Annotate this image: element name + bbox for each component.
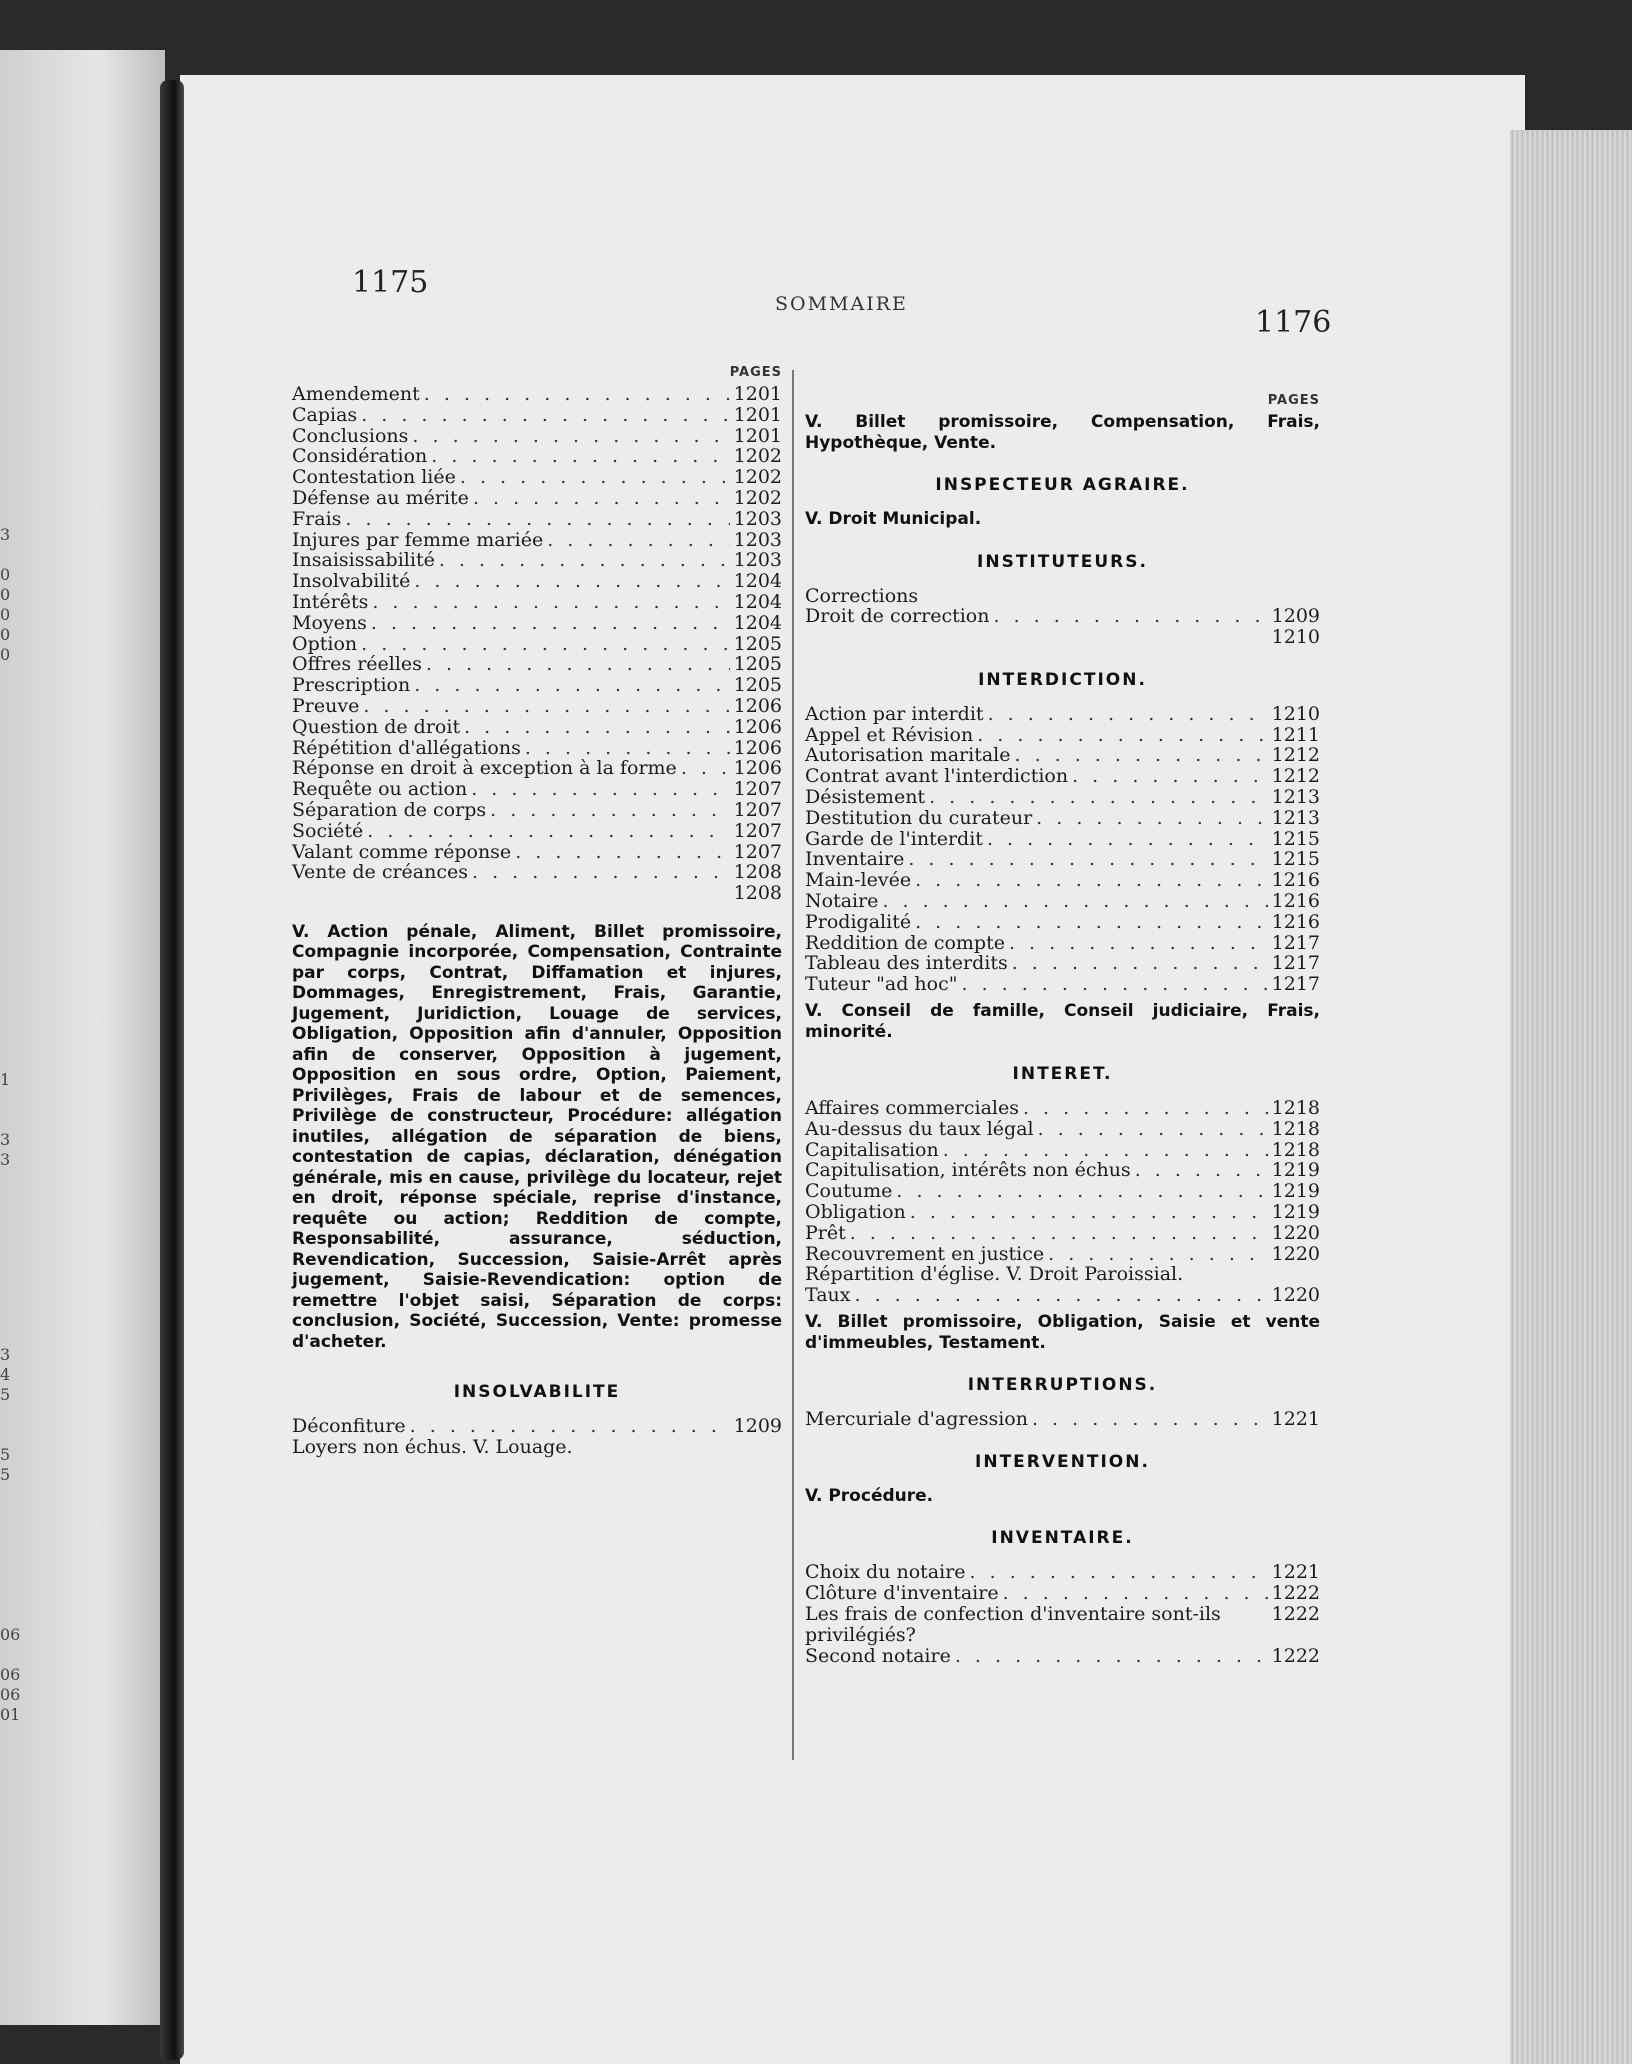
leader-dots <box>955 1646 1268 1667</box>
insolvabilite-entry-list <box>292 1416 782 1458</box>
index-entry <box>292 696 782 717</box>
entry-page-number: 1204 <box>733 611 782 634</box>
index-entry <box>292 717 782 738</box>
index-entry <box>292 509 782 530</box>
leader-dots <box>412 426 729 447</box>
margin-number: 5 <box>0 1385 11 1404</box>
entry-label: Preuve <box>292 694 360 717</box>
entry-page-number: 1205 <box>733 653 782 676</box>
leader-dots <box>1032 1409 1268 1430</box>
entry-page-number: 1210 <box>1271 626 1320 649</box>
see-also: V. Droit Municipal. <box>805 509 982 529</box>
entry-label: Droit de correction <box>805 605 990 628</box>
entry-page-number: 1212 <box>1271 765 1320 788</box>
leader-dots <box>372 592 729 613</box>
entry-page-number: 1216 <box>1271 869 1320 892</box>
entry-page-number: 1206 <box>733 715 782 738</box>
entry-page-number: 1221 <box>1271 1408 1320 1431</box>
leader-dots <box>464 717 730 738</box>
folio-left: 1175 <box>352 265 429 300</box>
leader-dots <box>910 1202 1268 1223</box>
margin-number: 0 <box>0 565 11 584</box>
leader-dots <box>1009 933 1268 954</box>
index-entry <box>805 1583 1320 1604</box>
index-entry <box>805 1285 1320 1306</box>
index-entry <box>805 745 1320 766</box>
entry-label: Insaisissabilité <box>292 549 435 572</box>
entry-page-number: 1216 <box>1271 890 1320 913</box>
margin-number: 5 <box>0 1445 11 1464</box>
margin-number: 01 <box>0 1705 21 1724</box>
entry-label: Moyens <box>292 611 367 634</box>
entry-label: Garde de l'interdit <box>805 827 983 850</box>
entry-label: Au-dessus du taux légal <box>805 1117 1034 1140</box>
index-entry <box>805 766 1320 787</box>
entry-label: Recouvrement en justice <box>805 1242 1045 1265</box>
entry-page-number: 1215 <box>1271 848 1320 871</box>
index-entry <box>292 862 782 883</box>
index-entry <box>805 725 1320 746</box>
see-also: V. Billet promissoire, Obligation, Saisie et vente d'immeubles, Testament. <box>805 1312 1320 1353</box>
leader-dots <box>943 1140 1268 1161</box>
entry-page-number: 1203 <box>733 507 782 530</box>
leader-dots <box>1048 1244 1268 1265</box>
entry-page-number: 1222 <box>1271 1602 1320 1625</box>
entry-label: Prescription <box>292 674 411 697</box>
margin-number: 06 <box>0 1685 21 1704</box>
entry-label: Intérêts <box>292 590 369 613</box>
entry-page-number: 1222 <box>1271 1644 1320 1667</box>
entry-page-number: 1204 <box>733 570 782 593</box>
index-entry <box>805 1160 1320 1181</box>
index-entry <box>805 1181 1320 1202</box>
index-entry <box>292 488 782 509</box>
leader-dots <box>908 849 1267 870</box>
entry-page-number: 1213 <box>1271 786 1320 809</box>
margin-number: 3 <box>0 1345 11 1364</box>
entry-page-number: 1205 <box>733 632 782 655</box>
leader-dots <box>414 571 729 592</box>
entry-page-number: 1208 <box>733 861 782 884</box>
index-entry <box>805 1604 1320 1646</box>
index-entry <box>805 1409 1320 1430</box>
entry-page-number: 1203 <box>733 528 782 551</box>
leader-dots <box>431 446 729 467</box>
index-entry <box>805 1223 1320 1244</box>
index-entry <box>805 933 1320 954</box>
entry-page-number: 1219 <box>1271 1201 1320 1224</box>
entry-label: Inventaire <box>805 848 905 871</box>
entry-label: Séparation de corps <box>292 798 487 821</box>
left-see-also: V. Action pénale, Aliment, Billet promissoire, Compagnie incorporée, Compensation, Contrainte par corps, Contrat, Diffamation et injures, Dommages, Enregistrement, Frais, Garantie, Jugement, Juridiction, Louage de services, Obligation, Opposition afin d'annuler, Opposition afin de conserver, Opposition à jugement, Opposition en sous ordre, Option, Paiement, Privilèges, Frais de labour et de semences, Privilège de constructeur, Procédure: allégation inutiles, allégation de séparation de biens, contestation de capias, déclaration, dénégation générale, mis en cause, privilège du locateur, rejet en droit, réponse spéciale, reprise d'instance, requête ou action; Reddition de compte, Responsabilité, assurance, séduction, Revendication, Succession, Saisie-Arrêt après jugement, Saisie-Revendication: option de remettre l'objet saisi, Séparation de corps: conclusion, Société, Succession, Vente: promesse d'acheter. <box>292 921 782 1352</box>
leader-dots <box>439 550 730 571</box>
leader-dots <box>460 467 730 488</box>
index-entry <box>292 1437 782 1458</box>
facing-page-strip <box>0 50 165 2025</box>
leader-dots <box>993 606 1267 627</box>
margin-number: 5 <box>0 1465 11 1484</box>
index-entry <box>805 1646 1320 1667</box>
index-entry <box>292 800 782 821</box>
leader-dots <box>854 1285 1267 1306</box>
index-entry <box>805 1140 1320 1161</box>
entry-page-number: 1212 <box>1271 744 1320 767</box>
leader-dots <box>1003 1583 1268 1604</box>
trailing-page <box>805 627 1320 648</box>
leader-dots <box>361 405 729 426</box>
entry-label: Les frais de confection d'inventaire sont-ils privilégiés? <box>805 1602 1221 1646</box>
entry-page-number: 1202 <box>733 466 782 489</box>
entry-label: Répartition d'église. V. Droit Paroissial. <box>805 1263 1184 1286</box>
index-entry <box>292 634 782 655</box>
leader-dots <box>363 696 729 717</box>
index-entry <box>805 1244 1320 1265</box>
entry-label: Main-levée <box>805 869 912 892</box>
margin-number: 0 <box>0 625 11 644</box>
entry-page-number: 1207 <box>733 778 782 801</box>
leader-dots <box>1072 766 1268 787</box>
entry-page-number: 1202 <box>733 486 782 509</box>
entry-page-number: 1201 <box>733 383 782 405</box>
index-entry <box>805 1562 1320 1583</box>
entry-page-number: 1207 <box>733 798 782 821</box>
margin-number: 4 <box>0 1365 11 1384</box>
entry-page-number: 1204 <box>733 590 782 613</box>
entry-label: Prêt <box>805 1221 846 1244</box>
see-also: V. Conseil de famille, Conseil judiciaire, Frais, minorité. <box>805 1001 1320 1042</box>
pages-header-right: PAGES <box>1267 393 1320 408</box>
section-title: INTERVENTION. <box>975 1451 1150 1472</box>
entry-page-number: 1206 <box>733 694 782 717</box>
entry-page-number: 1220 <box>1271 1284 1320 1307</box>
index-entry <box>292 821 782 842</box>
entry-label: Coutume <box>805 1180 893 1203</box>
leader-dots <box>515 842 729 863</box>
entry-label: Défense au mérite <box>292 486 469 509</box>
entry-label: Autorisation maritale <box>805 744 1011 767</box>
left-trailing-page: 1208 <box>733 882 782 905</box>
entry-label: Société <box>292 819 364 842</box>
leader-dots <box>1036 808 1267 829</box>
leader-dots <box>988 704 1268 725</box>
index-entry <box>805 953 1320 974</box>
leader-dots <box>896 1181 1267 1202</box>
index-entry <box>805 870 1320 891</box>
index-entry <box>805 586 1320 607</box>
entry-page-number: 1218 <box>1271 1097 1320 1120</box>
entry-page-number: 1210 <box>1271 702 1320 725</box>
index-entry <box>292 530 782 551</box>
index-entry <box>292 842 782 863</box>
entry-label: Capitulisation, intérêts non échus <box>805 1159 1131 1182</box>
entry-page-number: 1221 <box>1271 1561 1320 1584</box>
index-entry <box>805 974 1320 995</box>
entry-page-number: 1217 <box>1271 973 1320 996</box>
entry-label: Contrat avant l'interdiction <box>805 765 1069 788</box>
leader-dots <box>490 800 730 821</box>
book-binding <box>160 80 184 2060</box>
margin-number: 0 <box>0 585 11 604</box>
entry-page-number: 1209 <box>1271 605 1320 628</box>
entry-label: Clôture d'inventaire <box>805 1582 999 1605</box>
leader-dots <box>977 725 1267 746</box>
entry-page-number: 1203 <box>733 549 782 572</box>
entry-page-number: 1213 <box>1271 806 1320 829</box>
entry-label: Second notaire <box>805 1644 951 1667</box>
entry-label: Frais <box>292 507 342 530</box>
entry-label: Loyers non échus. V. Louage. <box>292 1436 573 1459</box>
entry-label: Contestation liée <box>292 466 456 489</box>
leader-dots <box>987 829 1268 850</box>
running-head: SOMMAIRE <box>775 293 908 315</box>
page-edges <box>1510 130 1632 2064</box>
index-entry <box>292 405 782 426</box>
margin-number: 3 <box>0 1150 11 1169</box>
leader-dots <box>961 974 1267 995</box>
index-entry <box>805 787 1320 808</box>
leader-dots <box>424 384 730 405</box>
entry-page-number: 1218 <box>1271 1138 1320 1161</box>
entry-label: Répétition d'allégations <box>292 736 521 759</box>
section-title: INVENTAIRE. <box>991 1528 1134 1549</box>
leader-dots <box>410 1416 730 1437</box>
entry-label: Destitution du curateur <box>805 806 1033 829</box>
entry-label: Insolvabilité <box>292 570 411 593</box>
entry-label: Prodigalité <box>805 910 912 933</box>
entry-page-number: 1206 <box>733 736 782 759</box>
entry-label: Notaire <box>805 890 879 913</box>
entry-page-number: 1209 <box>733 1415 782 1438</box>
right-section-list <box>805 475 1320 1666</box>
index-entry <box>292 467 782 488</box>
index-entry <box>292 654 782 675</box>
section-title: INSTITUTEURS. <box>977 551 1148 572</box>
entry-page-number: 1211 <box>1271 723 1320 746</box>
index-entry <box>292 446 782 467</box>
right-see-top: V. Billet promissoire, Compensation, Frais, Hypothèque, Vente. <box>805 412 1320 453</box>
entry-label: Capitalisation <box>805 1138 939 1161</box>
entry-page-number: 1217 <box>1271 952 1320 975</box>
margin-number: 0 <box>0 605 11 624</box>
leader-dots <box>681 758 730 779</box>
index-entry <box>292 1416 782 1437</box>
leader-dots <box>361 634 730 655</box>
leader-dots <box>426 654 730 675</box>
leader-dots <box>414 675 729 696</box>
section-title: INTERRUPTIONS. <box>967 1375 1158 1396</box>
leader-dots <box>471 779 729 800</box>
entry-page-number: 1202 <box>733 445 782 468</box>
entry-page-number: 1218 <box>1271 1117 1320 1140</box>
index-entry <box>292 571 782 592</box>
entry-label: Question de droit <box>292 715 461 738</box>
leader-dots <box>1038 1119 1268 1140</box>
entry-label: Obligation <box>805 1201 906 1224</box>
entry-label: Réponse en droit à exception à la forme <box>292 757 677 780</box>
index-entry <box>292 592 782 613</box>
leader-dots <box>371 613 730 634</box>
index-entry <box>805 891 1320 912</box>
index-entry <box>805 829 1320 850</box>
index-entry <box>292 758 782 779</box>
entry-label: Action par interdit <box>805 702 984 725</box>
entry-label: Vente de créances <box>292 861 468 884</box>
leader-dots <box>367 821 729 842</box>
entry-label: Amendement <box>292 383 420 405</box>
section-title: INTERDICTION. <box>978 669 1147 690</box>
entry-label: Requête ou action <box>292 778 468 801</box>
entry-label: Mercuriale d'agression <box>805 1408 1028 1431</box>
index-entry <box>805 1202 1320 1223</box>
entry-label: Valant comme réponse <box>292 840 512 863</box>
index-entry <box>805 704 1320 725</box>
index-entry <box>805 1119 1320 1140</box>
entry-page-number: 1222 <box>1271 1582 1320 1605</box>
entry-label: Affaires commerciales <box>805 1097 1019 1120</box>
entry-label: Injures par femme mariée <box>292 528 544 551</box>
entry-label: Désistement <box>805 786 926 809</box>
leader-dots <box>970 1562 1268 1583</box>
entry-label: Tableau des interdits <box>805 952 1008 975</box>
leader-dots <box>1135 1160 1268 1181</box>
index-entry <box>292 550 782 571</box>
index-entry <box>805 606 1320 627</box>
leader-dots <box>473 488 730 509</box>
entry-label: Option <box>292 632 358 655</box>
see-also: V. Procédure. <box>805 1485 934 1506</box>
index-entry <box>292 738 782 759</box>
entry-label: Choix du notaire <box>805 1561 966 1584</box>
margin-number: 3 <box>0 1130 11 1149</box>
section-title: INTERET. <box>1012 1064 1113 1085</box>
entry-page-number: 1219 <box>1271 1159 1320 1182</box>
index-entry <box>805 849 1320 870</box>
entry-page-number: 1205 <box>733 674 782 697</box>
left-column <box>292 365 782 1458</box>
index-entry <box>805 912 1320 933</box>
margin-number: 1 <box>0 1070 11 1089</box>
entry-label: Reddition de compte <box>805 931 1005 954</box>
margin-number: 06 <box>0 1625 21 1644</box>
entry-label: Conclusions <box>292 424 409 447</box>
entry-page-number: 1207 <box>733 840 782 863</box>
entry-page-number: 1220 <box>1271 1242 1320 1265</box>
entry-page-number: 1217 <box>1271 931 1320 954</box>
index-entry <box>805 808 1320 829</box>
leader-dots <box>850 1223 1268 1244</box>
column-divider <box>792 370 794 1760</box>
leader-dots <box>547 530 729 551</box>
index-entry <box>292 779 782 800</box>
entry-page-number: 1201 <box>733 403 782 426</box>
entry-page-number: 1220 <box>1271 1221 1320 1244</box>
margin-number: 0 <box>0 645 11 664</box>
index-entry <box>805 1098 1320 1119</box>
right-column <box>805 393 1320 1666</box>
index-entry <box>292 675 782 696</box>
leader-dots <box>1023 1098 1268 1119</box>
leader-dots <box>1012 953 1268 974</box>
entry-label: Tuteur "ad hoc" <box>805 973 958 996</box>
entry-page-number: 1207 <box>733 819 782 842</box>
leader-dots <box>915 912 1268 933</box>
entry-label: Corrections <box>805 584 919 607</box>
entry-label: Considération <box>292 445 428 468</box>
pages-header: PAGES <box>729 365 782 380</box>
entry-page-number: 1215 <box>1271 827 1320 850</box>
entry-page-number: 1206 <box>733 757 782 780</box>
leader-dots <box>525 738 730 759</box>
section-title-insolvabilite: INSOLVABILITE <box>453 1382 621 1403</box>
leader-dots <box>345 509 729 530</box>
index-entry <box>292 384 782 405</box>
left-entry-list <box>292 384 782 883</box>
entry-label: Déconfiture <box>292 1415 406 1438</box>
leader-dots <box>929 787 1268 808</box>
entry-page-number: 1216 <box>1271 910 1320 933</box>
entry-label: Taux <box>805 1284 851 1307</box>
entry-label: Offres réelles <box>292 653 422 676</box>
margin-number: 06 <box>0 1665 21 1684</box>
entry-page-number: 1201 <box>733 424 782 447</box>
margin-number: 3 <box>0 525 11 544</box>
entry-label: Appel et Révision <box>805 723 974 746</box>
section-title: INSPECTEUR AGRAIRE. <box>935 475 1190 495</box>
entry-page-number: 1219 <box>1271 1180 1320 1203</box>
index-entry <box>805 1264 1320 1285</box>
leader-dots <box>1014 745 1267 766</box>
index-entry <box>292 426 782 447</box>
leader-dots <box>472 862 730 883</box>
index-entry <box>292 613 782 634</box>
leader-dots <box>882 891 1267 912</box>
folio-right: 1176 <box>1255 305 1332 340</box>
entry-label: Capias <box>292 403 358 426</box>
leader-dots <box>915 870 1268 891</box>
